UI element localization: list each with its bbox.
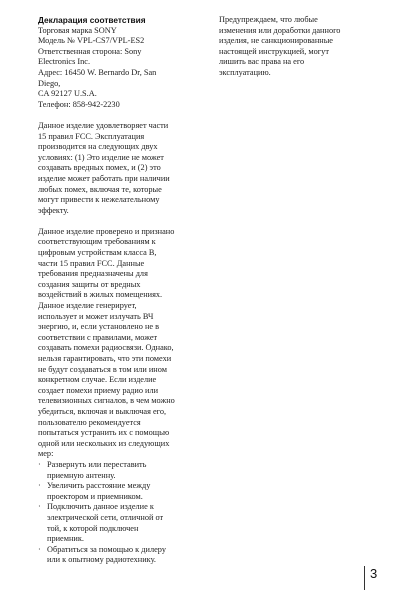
list-item-line: приемник. <box>47 534 84 544</box>
declaration-heading: Декларация соответствия <box>38 15 146 25</box>
paragraph-line: создавать вредных помех, и (2) это <box>38 163 161 173</box>
paragraph-line: 15 правил FCC. Эксплуатация <box>38 131 145 141</box>
left-column <box>38 15 203 566</box>
paragraph-line: одной или нескольких из следующих <box>38 438 170 448</box>
paragraph-line: не будут создаваться в том или ином <box>38 364 167 374</box>
paragraph-line: Данное изделие генерирует, <box>38 301 137 311</box>
paragraph-line: изменения или доработки данного <box>219 25 341 35</box>
paragraph-line: энергию, и, если установлено не в <box>38 322 160 332</box>
list-item <box>38 502 203 544</box>
paragraph-line: попытаться устранить их с помощью <box>38 428 170 438</box>
paragraph-line: требования предназначены для <box>38 269 148 279</box>
contact-line: Electronics Inc. <box>38 57 91 67</box>
paragraph-line: нельзя гарантировать, что эти помехи <box>38 354 172 363</box>
page-number-rule <box>364 566 365 590</box>
bullet-marker: · <box>38 459 41 469</box>
paragraph-line: Данное изделие удовлетворяет части <box>38 120 169 130</box>
paragraph-line: конкретном случае. Если изделие <box>38 375 157 385</box>
paragraph-line: эффекту. <box>38 205 69 215</box>
paragraph-line: эксплуатацию. <box>219 67 271 77</box>
paragraph-line: изделие может работать при наличии <box>38 173 170 183</box>
paragraph-line: Предупреждаем, что любые <box>219 15 318 24</box>
paragraph-line: соответствии с правилами, может <box>38 332 158 342</box>
paragraph-line: использует и может излучать ВЧ <box>38 311 154 321</box>
paragraph-line: создавать помехи радиосвязи. Однако, <box>38 343 174 353</box>
list-item-line: Обратиться за помощью к дилеру <box>47 544 166 554</box>
list-item-line: Увеличить расстояние между <box>47 481 151 491</box>
contact-line: Ответственная сторона: Sony <box>38 46 142 56</box>
measures-list <box>38 460 203 566</box>
bullet-marker: · <box>38 544 41 554</box>
contact-line: Торговая марка SONY <box>38 25 117 35</box>
list-item-line: проектором и приемником. <box>47 491 143 501</box>
paragraph-line: изделия, не санкционированные <box>219 36 333 46</box>
list-item <box>38 460 203 481</box>
contact-block <box>38 26 203 111</box>
paragraph-line: соответствующим требованиям к <box>38 237 156 247</box>
paragraph-line: пользователю рекомендуется <box>38 417 141 427</box>
contact-line: CA 92127 U.S.A. <box>38 89 97 99</box>
paragraph-line: условиях: (1) Это изделие не может <box>38 152 164 162</box>
contact-line: Адрес: 16450 W. Bernardo Dr, San <box>38 67 157 77</box>
paragraph-line: создания защиты от вредных <box>38 279 141 289</box>
list-item-line: или к опытному радиотехнику. <box>47 555 156 565</box>
modification-warning-paragraph <box>219 15 384 79</box>
fcc-compliance-paragraph <box>38 121 203 216</box>
page-number: 3 <box>370 566 378 581</box>
paragraph-line: мер: <box>38 449 54 459</box>
paragraph-line: убедиться, включая и выключая его, <box>38 406 167 416</box>
right-column <box>219 15 384 89</box>
list-item <box>38 481 203 502</box>
paragraph-line: создает помехи приему радио или <box>38 385 159 395</box>
paragraph-line: настоящей инструкцией, могут <box>219 46 329 56</box>
list-item-line: Развернуть или переставить <box>47 459 147 469</box>
paragraph-line: лишить вас права на его <box>219 57 305 67</box>
bullet-marker: · <box>38 502 41 512</box>
contact-line: Diego, <box>38 78 61 88</box>
paragraph-line: могут привести к нежелательному <box>38 195 160 205</box>
list-item-line: приемную антенну. <box>47 470 116 480</box>
paragraph-line: телевизионных сигналов, в чем можно <box>38 396 175 406</box>
paragraph-line: Данное изделие проверено и признано <box>38 226 175 236</box>
contact-line: Телефон: 858-942-2230 <box>38 99 120 109</box>
list-item-line: Подключить данное изделие к <box>47 502 154 512</box>
list-item-line: той, к которой подключен <box>47 523 139 533</box>
list-item-line: электрической сети, отличной от <box>47 512 164 522</box>
list-item <box>38 545 203 566</box>
paragraph-line: цифровым устройствам класса B, <box>38 248 157 258</box>
class-b-paragraph <box>38 227 203 460</box>
paragraph-line: части 15 правил FCC. Данные <box>38 258 145 268</box>
paragraph-line: любых помех, включая те, которые <box>38 184 162 194</box>
paragraph-line: воздействий в жилых помещениях. <box>38 290 163 300</box>
paragraph-line: производится на следующих двух <box>38 142 158 152</box>
bullet-marker: · <box>38 481 41 491</box>
contact-line: Модель № VPL-CS7/VPL-ES2 <box>38 36 145 46</box>
